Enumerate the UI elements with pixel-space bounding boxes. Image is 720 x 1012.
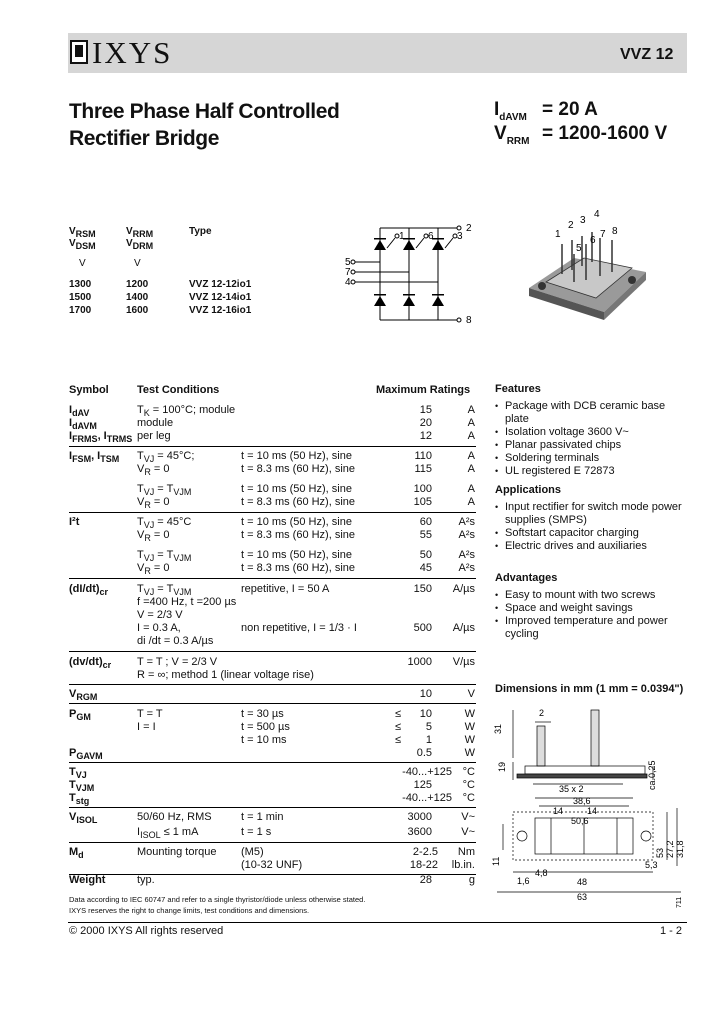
list-item: • Planar passivated chips [495, 439, 690, 452]
svg-text:48: 48 [577, 877, 588, 887]
pin-label: 7 [345, 267, 351, 278]
spec-current-value: = 20 A [542, 99, 598, 120]
company-logo: IXYS [92, 35, 173, 70]
part-number: VVZ 12 [620, 46, 674, 63]
ixys-logo-icon [70, 40, 88, 64]
svg-text:50,6: 50,6 [571, 816, 589, 826]
svg-text:14: 14 [553, 806, 564, 816]
list-item: • Easy to mount with two screws [495, 589, 690, 602]
list-item: • Input rectifier for switch mode power supplies (SMPS) [495, 501, 690, 527]
list-item: • Electric drives and auxiliaries [495, 540, 690, 553]
spec-voltage: $V_{RRM}$ [494, 123, 530, 147]
spec-voltage-value: = 1200-1600 V [542, 123, 668, 144]
svg-text:8: 8 [612, 226, 618, 237]
svg-text:63: 63 [577, 892, 588, 902]
col-vrsm-b: $V_{DSM}$ [69, 238, 96, 251]
pin-label: 1 [399, 231, 405, 242]
page-number: 1 - 2 [660, 925, 683, 937]
svg-text:31,8: 31,8 [675, 840, 685, 858]
svg-text:3: 3 [580, 215, 586, 226]
list-item: • Softstart capacitor charging [495, 527, 690, 540]
svg-text:35 x 2: 35 x 2 [559, 784, 584, 794]
svg-text:ca.0,25: ca.0,25 [647, 760, 657, 790]
svg-text:2: 2 [568, 220, 574, 231]
list-item: • UL registered E 72873 [495, 465, 690, 478]
dimension-drawing [491, 700, 690, 910]
svg-text:53: 53 [655, 847, 665, 858]
applications-heading: Applications [495, 484, 562, 496]
svg-text:5,3: 5,3 [645, 860, 658, 870]
pin-label: 2 [466, 223, 472, 234]
title-line-2: Rectifier Bridge [69, 127, 219, 150]
list-item: • Isolation voltage 3600 V~ [495, 426, 690, 439]
dimensions-heading: Dimensions in mm (1 mm = 0.0394") [495, 683, 684, 695]
features-section [495, 383, 690, 478]
col-type: Type [189, 226, 212, 237]
col-vrsm-unit: V [79, 258, 86, 269]
footnote-1: Data according to IEC 60747 and refer to a single thyristor/diode unless otherwise stated. [69, 895, 366, 904]
pin-label: 6 [428, 231, 434, 242]
package-image [524, 210, 654, 328]
svg-text:38,6: 38,6 [573, 796, 591, 806]
col-conditions: Test Conditions [137, 384, 220, 396]
pin-label: 8 [466, 315, 472, 326]
svg-text:19: 19 [497, 761, 507, 772]
list-item: • Space and weight savings [495, 602, 690, 615]
advantages-section [495, 572, 690, 641]
svg-text:11: 11 [491, 856, 501, 866]
col-vrrm-unit: V [134, 258, 141, 269]
spec-current: $I_{dAVM}$ [494, 99, 527, 123]
document-title [69, 98, 339, 152]
svg-text:4: 4 [594, 209, 600, 220]
svg-text:4,8: 4,8 [535, 868, 548, 878]
applications-section [495, 484, 690, 553]
circuit-diagram [345, 220, 480, 328]
list-item: • Improved temperature and power cycling [495, 615, 690, 641]
col-symbol: Symbol [69, 384, 109, 396]
footnote-2: IXYS reserves the right to change limits, test conditions and dimensions. [69, 906, 310, 915]
title-line-1: Three Phase Half Controlled [69, 100, 340, 123]
list-item: • Soldering terminals [495, 452, 690, 465]
col-vrrm-b: $V_{DRM}$ [126, 238, 154, 251]
list-item: • Package with DCB ceramic base plate [495, 400, 690, 426]
pin-label: 5 [345, 257, 351, 268]
footer-rule [68, 922, 687, 923]
svg-text:14: 14 [587, 806, 598, 816]
svg-text:7: 7 [600, 229, 606, 240]
svg-text:27,2: 27,2 [665, 840, 675, 858]
pin-label: 4 [345, 277, 351, 288]
col-max-ratings: Maximum Ratings [376, 384, 471, 396]
svg-text:2: 2 [539, 708, 545, 718]
svg-text:1: 1 [555, 229, 561, 240]
features-heading: Features [495, 383, 541, 395]
svg-text:1,6: 1,6 [517, 876, 530, 886]
svg-text:31: 31 [493, 723, 503, 734]
svg-text:6: 6 [590, 235, 596, 246]
copyright: © 2000 IXYS All rights reserved [69, 925, 224, 937]
svg-text:711: 711 [676, 896, 683, 908]
svg-text:5: 5 [576, 243, 582, 254]
col-vrsm-a: $V_{RSM}$ [69, 226, 96, 239]
advantages-heading: Advantages [495, 572, 558, 584]
col-vrrm-a: $V_{RRM}$ [126, 226, 154, 239]
pin-label: 3 [457, 231, 463, 242]
